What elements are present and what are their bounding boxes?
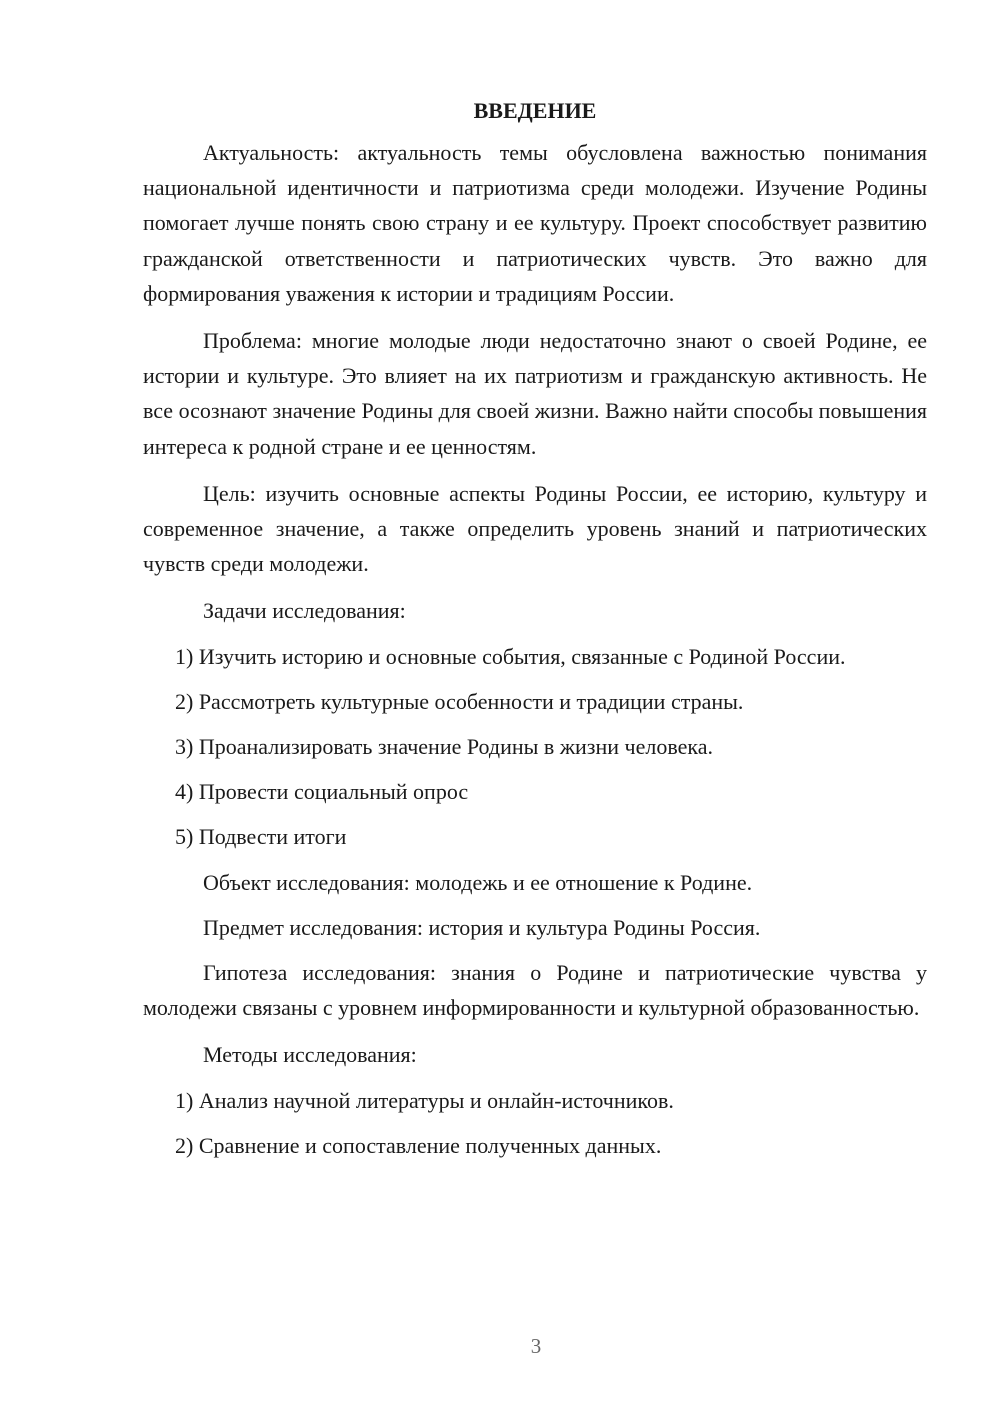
page-number: 3	[530, 1334, 542, 1358]
problem-paragraph: Проблема: многие молодые люди недостаточно знают о своей Родине, ее истории и культуре. Это влияет на их патриотизм и гражданскую активность. Не все осознают значение Родины для своей жизни. Важно найти способы повышения интереса к родной стране и ее ценностям.	[143, 328, 927, 459]
section-heading: ВВЕДЕНИЕ	[473, 98, 597, 123]
hypothesis-paragraph: Гипотеза исследования: знания о Родине и патриотические чувства у молодежи связаны с уровнем информированности и культурной образованностью.	[143, 960, 927, 1021]
list-item: 5) Подвести итоги	[175, 824, 347, 850]
relevance-paragraph: Актуальность: актуальность темы обусловлена важностью понимания национальной идентичности и патриотизма среди молодежи. Изучение Родины помогает лучше понять свою страну и ее культуру. Проект способствует развитию гражданской ответственности и патриотических чувств. Это важно для формирования уважения к истории и традициям России.	[143, 140, 927, 306]
object-line: Объект исследования: молодежь и ее отношение к Родине.	[203, 869, 753, 895]
list-item: 4) Провести социальный опрос	[175, 779, 469, 805]
methods-title: Методы исследования:	[203, 1042, 417, 1068]
methods-list	[143, 1083, 927, 1163]
page-body	[143, 96, 927, 1173]
list-item: 2) Рассмотреть культурные особенности и традиции страны.	[175, 688, 744, 714]
subject-line: Предмет исследования: история и культура Родины Россия.	[203, 914, 761, 940]
tasks-list	[143, 639, 927, 855]
tasks-title: Задачи исследования:	[203, 598, 406, 624]
list-item: 1) Изучить историю и основные события, связанные с Родиной России.	[175, 643, 846, 669]
list-item: 3) Проанализировать значение Родины в жизни человека.	[175, 734, 713, 760]
list-item: 1) Анализ научной литературы и онлайн-источников.	[175, 1087, 674, 1113]
goal-paragraph: Цель: изучить основные аспекты Родины России, ее историю, культуру и современное значение, а также определить уровень знаний и патриотических чувств среди молодежи.	[143, 480, 927, 577]
list-item: 2) Сравнение и сопоставление полученных данных.	[175, 1132, 662, 1158]
